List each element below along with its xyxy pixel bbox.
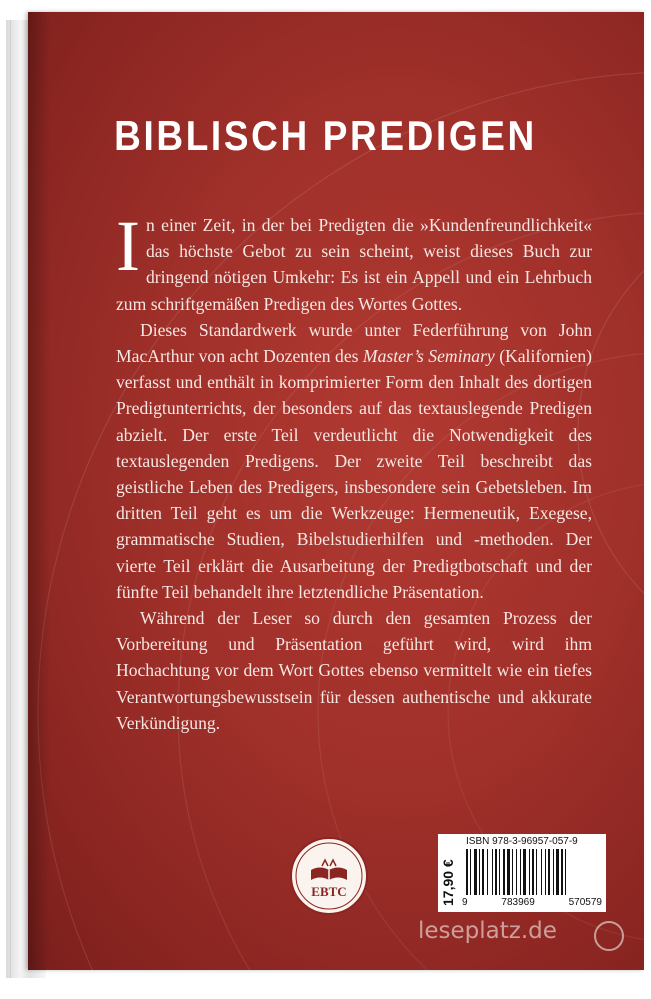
book-edge-line <box>10 20 11 978</box>
barcode-digit-group-2: 570579 <box>568 897 602 908</box>
barcode-digit-prefix: 9 <box>462 897 468 908</box>
drop-cap: I <box>116 206 140 286</box>
blurb-paragraph-3: Während der Leser so durch den gesamten Prozess der Vorbereitung und Präsentation geführt wird, wird ihm Hochachtung vor dem Wort Gottes ebenso vermittelt wie ein tiefes Verantwortungsbewusstsein für dessen authentische und akkurate Verkündigung. <box>116 608 592 733</box>
ebtc-logo <box>289 836 369 916</box>
barcode-bars <box>462 849 602 897</box>
blurb-paragraph-2 <box>116 317 592 605</box>
seminary-name: Master’s Seminary <box>362 346 495 367</box>
blurb-paragraph-1 <box>116 206 592 317</box>
price-label: 17,90 € <box>440 859 456 906</box>
paragraph-2-text-b: (Kalifornien) verfasst und enthält in komprimierter Form den Inhalt des dortigen Predigtunterrichts, der besonders auf das textauslegende Predigen abzielt. Der erste Teil verdeutlicht die Notwendigkeit des textauslegenden Predigens. Der zweite Teil beschreibt das geistliche Leben des Predigers, insbesondere sein Gebetsleben. Im dritten Teil geht es um die Werkzeuge: Hermeneutik, Exegese, grammatische Studien, Bibelstudierhilfen und -methoden. Der vierte Teil erklärt die Ausarbeitung der Predigtbotschaft und der fünfte Teil behandelt ihre letztendliche Präsentation. <box>116 346 593 602</box>
book-icon <box>594 921 624 951</box>
barcode-digit-group-1: 783969 <box>501 897 535 908</box>
book-title: BIBLISCH PREDIGEN <box>114 112 537 159</box>
watermark-text: leseplatz.de <box>418 918 557 944</box>
isbn-number: ISBN 978-3-96957-057-9 <box>466 836 578 847</box>
barcode-digits <box>462 897 602 908</box>
paragraph-1-text: n einer Zeit, in der bei Predigten die »Kundenfreundlichkeit« das höchste Gebot zu sein scheint, weist dieses Buch zur dringend nötigen Umkehr: Es ist ein Appell und ein Lehrbuch zum schriftgemäßen Predigen des Wortes Gottes. <box>116 215 592 314</box>
isbn-barcode-box <box>438 834 606 912</box>
blurb-text <box>116 206 593 736</box>
logo-label: EBTC <box>311 884 347 899</box>
paragraph-2-text-a: Dieses Standardwerk wurde unter Federführung von John MacArthur von acht Dozenten des <box>116 319 592 367</box>
